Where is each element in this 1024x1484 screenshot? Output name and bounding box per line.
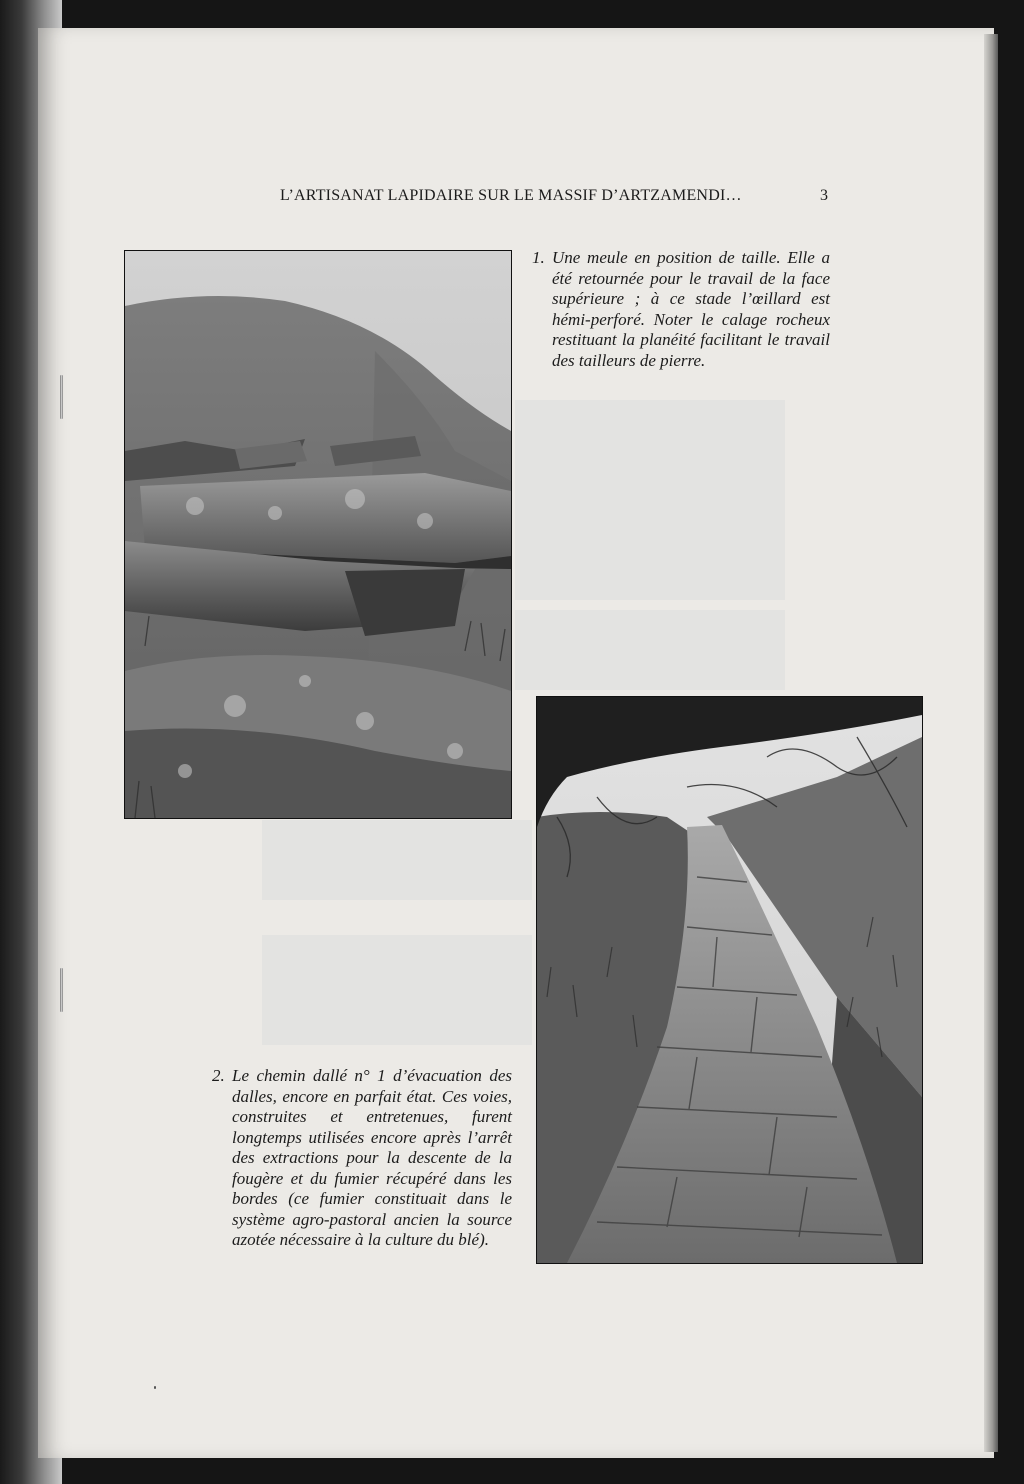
caption-2 (212, 1066, 512, 1251)
caption-2-text: Le chemin dallé n° 1 d’évacuation des dalles, encore en parfait état. Ces voies, construites et entretenues, furent longtemps utilisées encore après l’arrêt des extractions pour la descente de la fougère et du fumier récupéré dans les bordes (ce fumier constituait dans le système agro-pastoral ancien la source azotée nécessaire à la culture du blé). (232, 1066, 512, 1249)
dust-speck (154, 1386, 156, 1389)
show-through-block (515, 400, 785, 600)
caption-1-text: Une meule en position de taille. Elle a été retournée pour le travail de la face supérieure ; à ce stade l’œillard est hémi-perforé. Noter le calage rocheux restituant la planéité facilitant le travail des tailleurs de pierre. (552, 248, 830, 370)
photo-millstone (124, 250, 512, 819)
show-through-block (262, 935, 532, 1045)
show-through-block (515, 610, 785, 690)
running-title: L’ARTISANAT LAPIDAIRE SUR LE MASSIF D’ARTZAMENDI… (280, 187, 742, 204)
photo-paved-path-graphic (537, 697, 922, 1263)
staple-top (60, 375, 63, 419)
photo-millstone-graphic (125, 251, 511, 818)
caption-1 (532, 248, 830, 371)
page-number: 3 (820, 187, 828, 204)
page-stack-edge (984, 34, 998, 1452)
staple-bottom (60, 968, 63, 1012)
show-through-block (262, 820, 532, 900)
photo-paved-path (536, 696, 923, 1264)
caption-2-number: 2. (212, 1066, 225, 1085)
caption-1-number: 1. (532, 248, 545, 267)
